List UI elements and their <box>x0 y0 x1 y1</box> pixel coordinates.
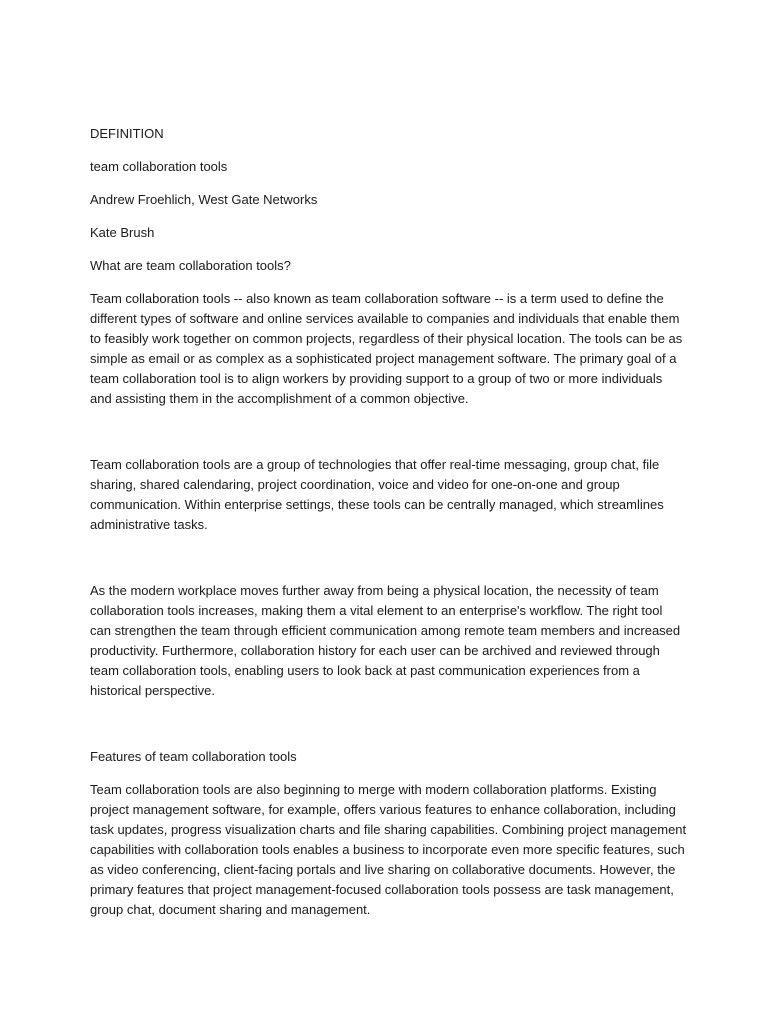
paragraph-4-line: primary features that project management-focused collaboration tools possess are task management, <box>90 882 674 897</box>
paragraph-4 <box>90 780 687 920</box>
paragraph-3-line: As the modern workplace moves further away from being a physical location, the necessity of team <box>90 583 659 598</box>
definition-label: DEFINITION <box>90 126 164 141</box>
paragraph-3-line: collaboration tools increases, making them a vital element to an enterprise's workflow. The right tool <box>90 603 663 618</box>
paragraph-3-line: team collaboration tools, enabling users to look back at past communication experiences from a <box>90 663 640 678</box>
spacer <box>90 535 680 581</box>
paragraph-4-line: group chat, document sharing and management. <box>90 902 371 917</box>
paragraph-1-line: team collaboration tool is to align workers by providing support to a group of two or more individuals <box>90 371 663 386</box>
paragraph-1-line: Team collaboration tools -- also known as team collaboration software -- is a term used to define the <box>90 291 664 306</box>
spacer <box>90 701 680 747</box>
document-title: team collaboration tools <box>90 159 228 174</box>
section-heading-what-are: What are team collaboration tools? <box>90 258 291 273</box>
document-page <box>90 124 687 920</box>
paragraph-2-line: communication. Within enterprise settings, these tools can be centrally managed, which streamlines <box>90 497 664 512</box>
paragraph-4-line: task updates, progress visualization charts and file sharing capabilities. Combining project management <box>90 822 687 837</box>
author-line-2: Kate Brush <box>90 225 155 240</box>
paragraph-2-line: administrative tasks. <box>90 517 208 532</box>
paragraph-1-line: and assisting them in the accomplishment of a common objective. <box>90 391 469 406</box>
paragraph-3-line: historical perspective. <box>90 683 215 698</box>
author-line-1: Andrew Froehlich, West Gate Networks <box>90 192 318 207</box>
paragraph-3 <box>90 581 680 701</box>
paragraph-4-line: as video conferencing, client-facing portals and live sharing on collaborative documents. However, the <box>90 862 676 877</box>
paragraph-1-line: simple as email or as complex as a sophisticated project management software. The primary goal of a <box>90 351 677 366</box>
paragraph-1-line: different types of software and online services available to companies and individuals that enable them <box>90 311 680 326</box>
paragraph-4-line: Team collaboration tools are also beginning to merge with modern collaboration platforms. Existing <box>90 782 657 797</box>
spacer <box>90 409 680 455</box>
paragraph-2 <box>90 455 680 535</box>
section-heading-features: Features of team collaboration tools <box>90 749 297 764</box>
paragraph-2-line: Team collaboration tools are a group of technologies that offer real-time messaging, group chat, file <box>90 457 660 472</box>
paragraph-1-line: to feasibly work together on common projects, regardless of their physical location. The tools can be as <box>90 331 683 346</box>
paragraph-3-line: productivity. Furthermore, collaboration history for each user can be archived and reviewed through <box>90 643 660 658</box>
paragraph-1 <box>90 289 683 409</box>
paragraph-4-line: capabilities with collaboration tools enables a business to incorporate even more specific features, such <box>90 842 685 857</box>
paragraph-3-line: can strengthen the team through efficient communication among remote team members and increased <box>90 623 681 638</box>
paragraph-2-line: sharing, shared calendaring, project coordination, voice and video for one-on-one and group <box>90 477 620 492</box>
paragraph-4-line: project management software, for example, offers various features to enhance collaboration, including <box>90 802 676 817</box>
